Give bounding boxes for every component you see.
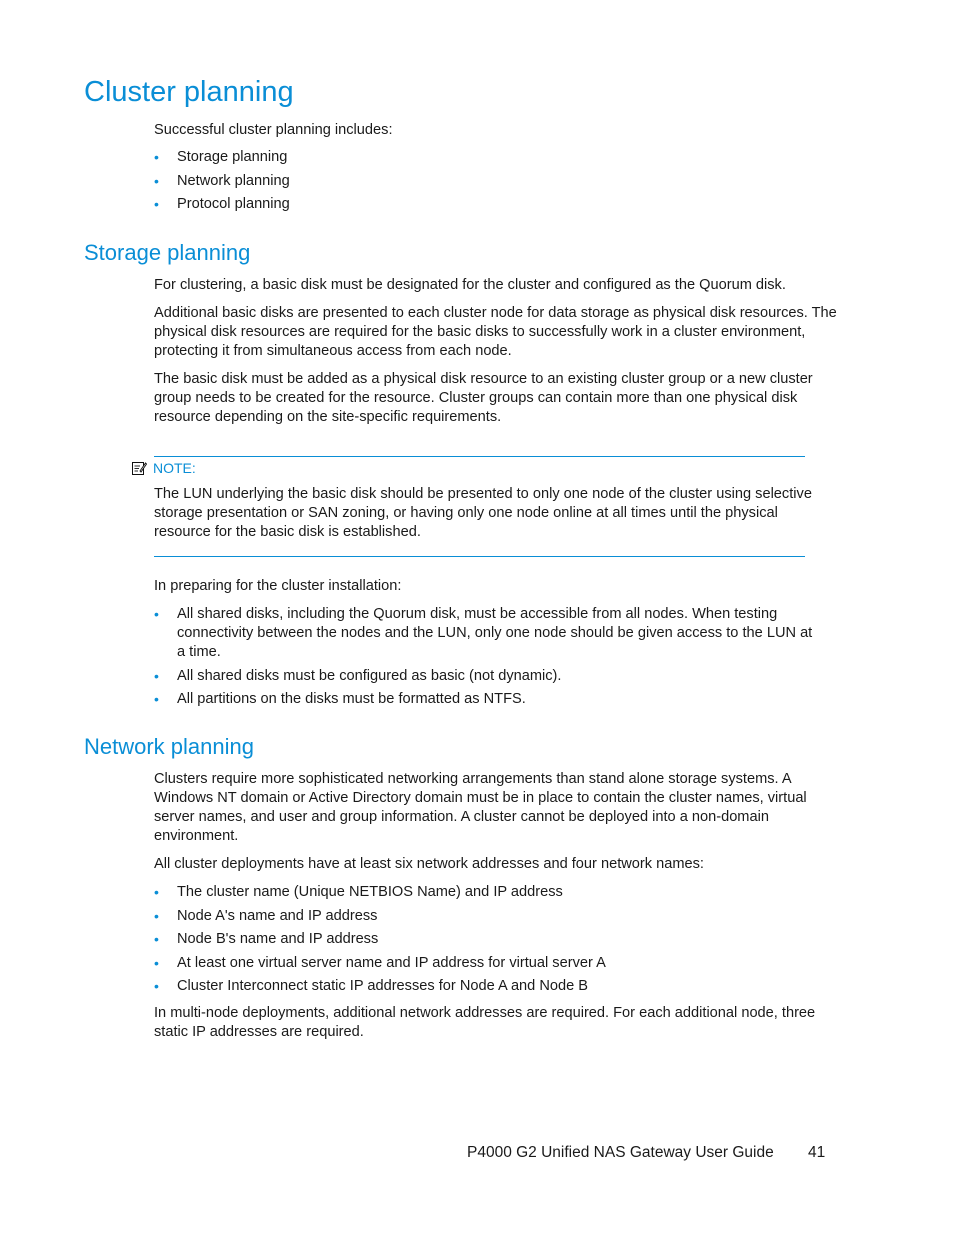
storage-paragraph-1: For clustering, a basic disk must be designated for the cluster and configured as the Quorum disk. (154, 277, 786, 293)
bullet-icon: • (154, 884, 159, 900)
list-item: • Protocol planning (154, 196, 290, 212)
storage-paragraph-2: Additional basic disks are presented to each cluster node for data storage as physical disk resources. The physical disk resources are required for the basic disks to successfully work in a cluster environment, protecting it from simultaneous access from each node. (154, 305, 837, 359)
note-label: NOTE: (153, 460, 196, 476)
list-item: • All shared disks must be configured as basic (not dynamic). (154, 667, 562, 684)
bullet-icon: • (154, 667, 159, 684)
footer-page-number: 41 (808, 1144, 826, 1161)
intro-paragraph: Successful cluster planning includes: (154, 122, 393, 138)
bullet-icon: • (154, 954, 159, 971)
bullet-icon: • (154, 978, 159, 994)
list-item: • Node A's name and IP address (154, 907, 378, 924)
network-paragraph-1: Clusters require more sophisticated networking arrangements than stand alone storage systems. A Windows NT domain or Active Directory domain must be in place to contain the cluster names, virtual server names, and user and group information. A cluster cannot be deployed into a non-domain environment. (154, 771, 807, 844)
list-item: • All shared disks, including the Quorum disk, must be accessible from all nodes. When testing connectivity between the nodes and the LUN, only one node should be given access to the LUN at a time. (154, 606, 813, 660)
note-text: The LUN underlying the basic disk should be presented to only one node of the cluster using selective storage presentation or SAN zoning, or having only one node online at all times until the physical resource for the basic disk is established. (154, 486, 812, 540)
bullet-icon: • (154, 691, 159, 707)
list-item: • Storage planning (154, 149, 288, 165)
intro-list (154, 148, 838, 219)
bullet-icon: • (154, 172, 159, 189)
network-heading: Network planning (84, 734, 254, 759)
list-item: • Node B's name and IP address (154, 931, 379, 947)
note-bottom-rule (154, 556, 805, 557)
network-list (154, 883, 838, 1001)
bullet-icon: • (154, 907, 159, 924)
bullet-icon: • (154, 196, 159, 212)
note-top-rule (154, 456, 805, 457)
page-title: Cluster planning (84, 76, 294, 108)
network-paragraph-3: In multi-node deployments, additional network addresses are required. For each additional node, three static IP addresses are required. (154, 1005, 816, 1040)
storage-heading: Storage planning (84, 240, 251, 265)
storage-paragraph-3: The basic disk must be added as a physical disk resource to an existing cluster group or a new cluster group needs to be created for the resource. Cluster groups can contain more than one physical disk resource depending on the site-specific requirements. (154, 371, 813, 425)
list-item: • At least one virtual server name and IP address for virtual server A (154, 954, 606, 971)
bullet-icon: • (154, 931, 159, 947)
list-item: • The cluster name (Unique NETBIOS Name) and IP address (154, 884, 563, 900)
list-item: • All partitions on the disks must be formatted as NTFS. (154, 691, 526, 707)
footer-guide-title: P4000 G2 Unified NAS Gateway User Guide (467, 1144, 774, 1161)
bullet-icon: • (154, 149, 159, 165)
note-header (131, 459, 196, 477)
list-item: • Network planning (154, 172, 290, 189)
bullet-icon: • (154, 606, 159, 622)
network-paragraph-2: All cluster deployments have at least six network addresses and four network names: (154, 856, 704, 872)
list-item: • Cluster Interconnect static IP addresses for Node A and Node B (154, 978, 589, 994)
note-pencil-icon (131, 460, 147, 476)
storage-list (154, 605, 824, 714)
storage-paragraph-4: In preparing for the cluster installation: (154, 578, 402, 594)
